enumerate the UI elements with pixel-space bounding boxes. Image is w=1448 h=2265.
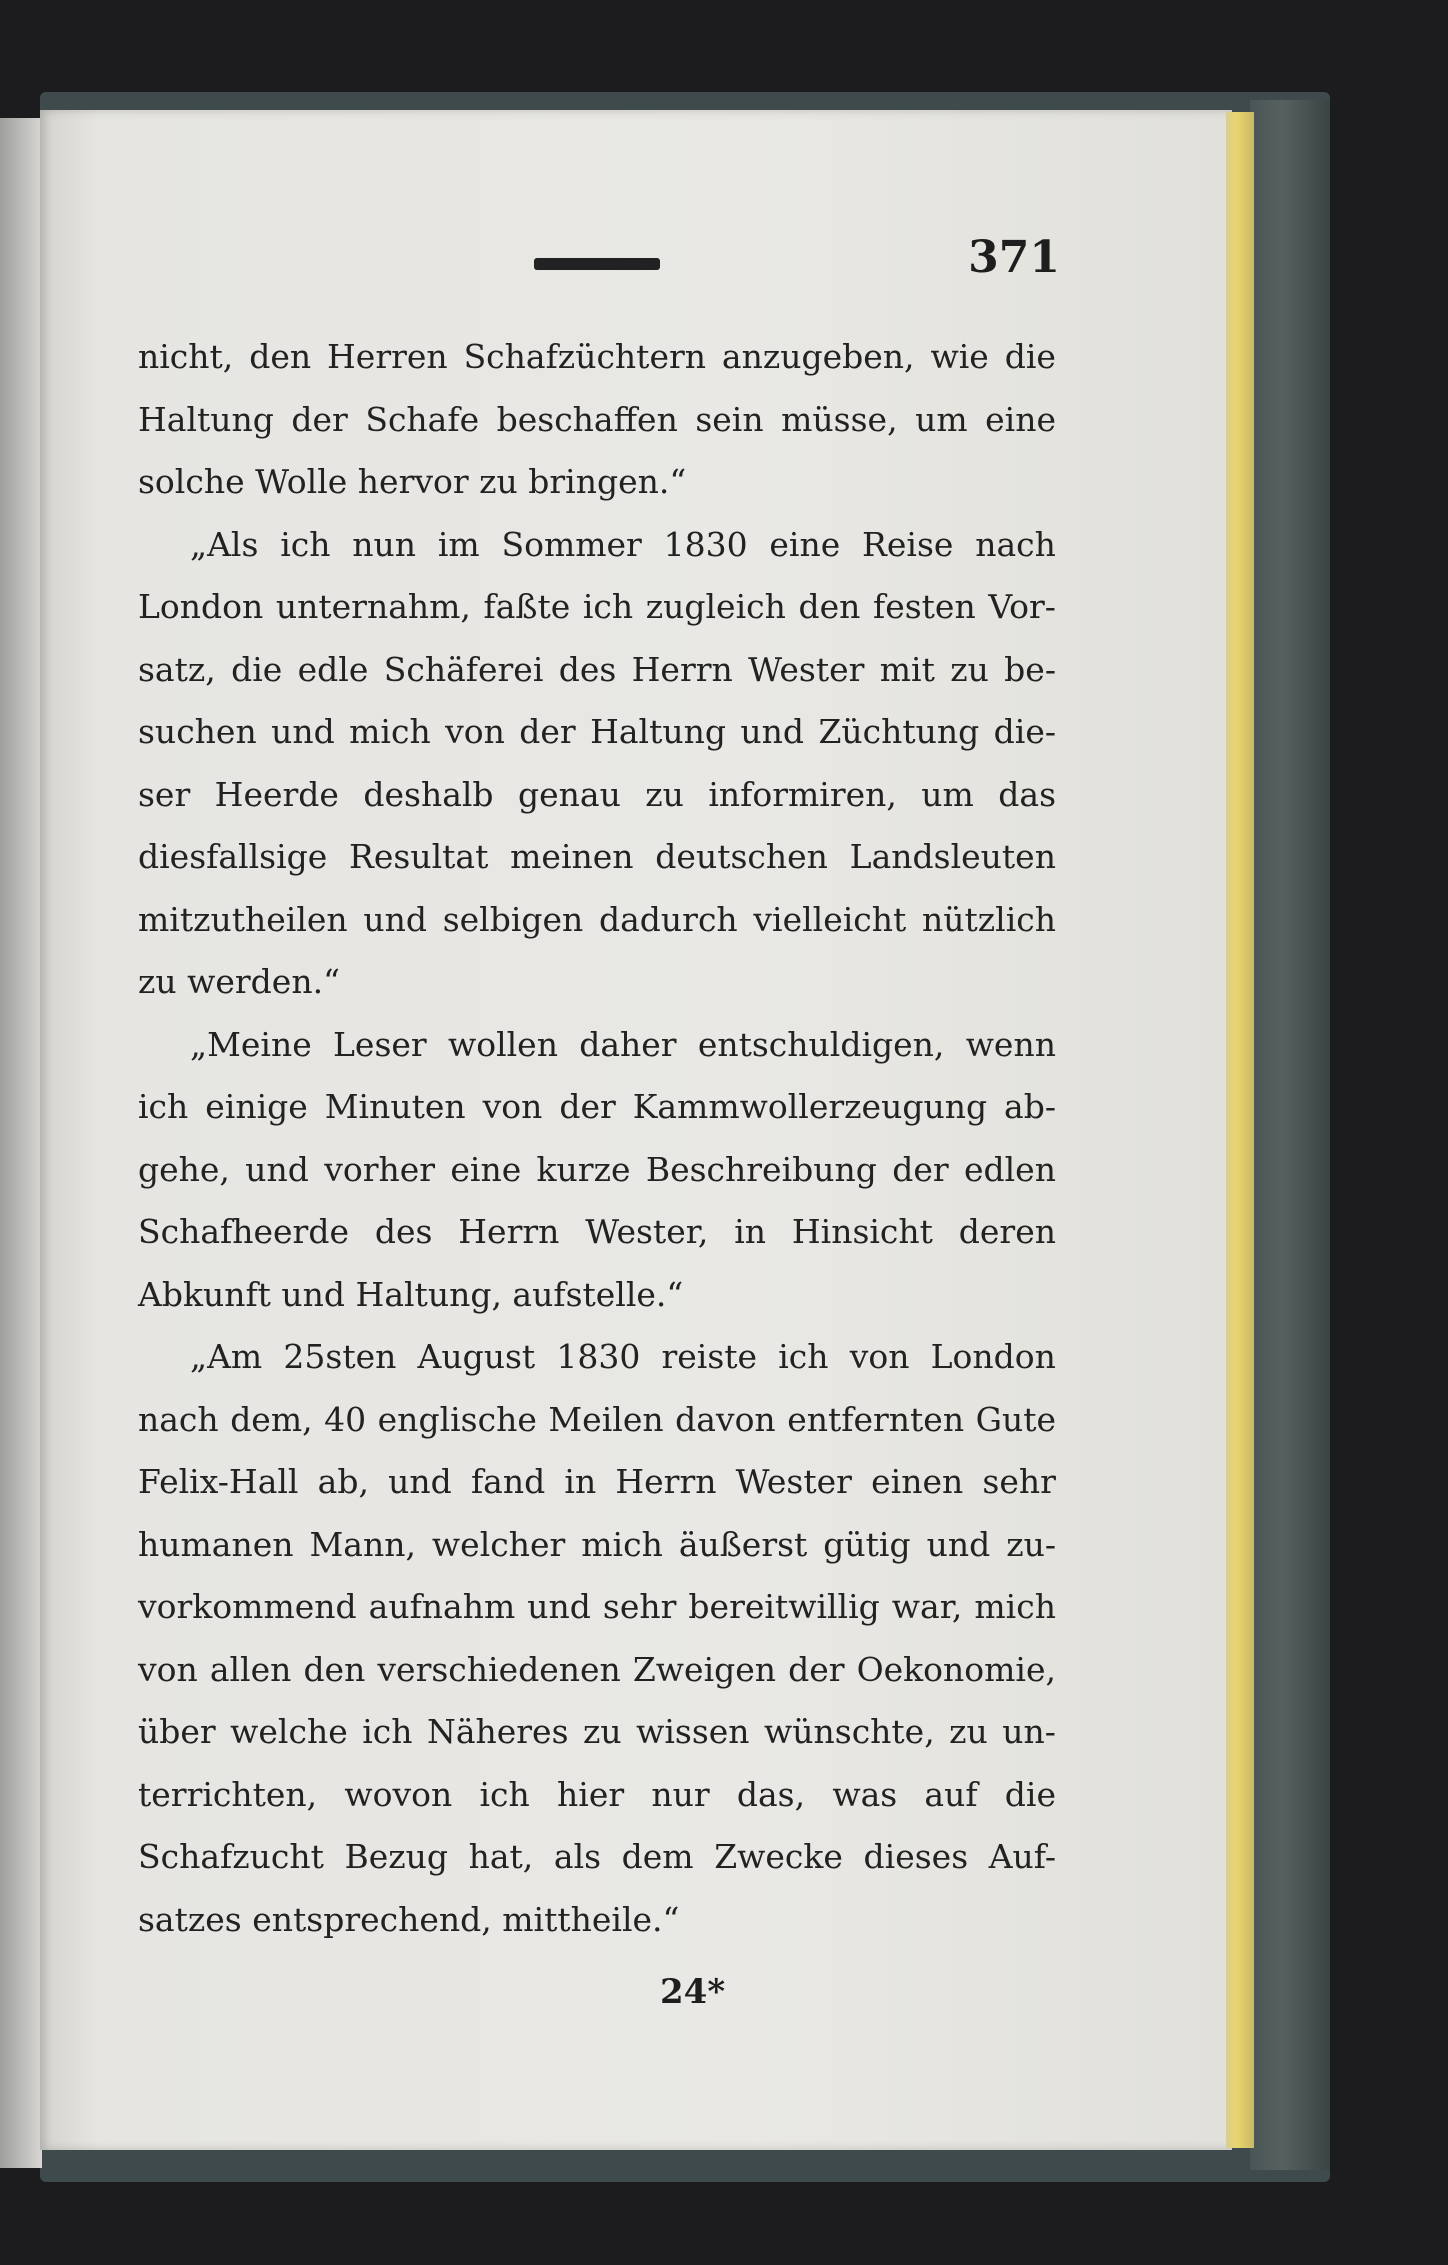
text-line: vorkommend aufnahm und sehr bereitwillig war, mich (138, 1587, 1056, 1626)
text-line: Schafzucht Bezug hat, als dem Zwecke dieses Auf- (138, 1837, 1056, 1876)
text-line: satzes entsprechend, mittheile.“ (138, 1899, 680, 1939)
header-rule (534, 258, 660, 270)
text-line: Schafheerde des Herrn Wester, in Hinsicht deren (138, 1212, 1056, 1251)
text-line: gehe, und vorher eine kurze Beschreibung der edlen (138, 1149, 1056, 1189)
cover-edge (1250, 100, 1330, 2170)
page-gilt-edge (1226, 112, 1254, 2148)
text-line: humanen Mann, welcher mich äußerst gütig und zu- (138, 1524, 1056, 1564)
text-line: von allen den verschiedenen Zweigen der Oekonomie, (138, 1649, 1056, 1689)
text-line: zu werden.“ (138, 962, 340, 1001)
printer-signature: 24* (660, 1972, 726, 2012)
text-line: Haltung der Schafe beschaffen sein müsse, um eine (138, 399, 1056, 439)
text-line: nicht, den Herren Schafzüchtern anzugeben, wie die (138, 337, 1056, 376)
text-line: solche Wolle hervor zu bringen.“ (138, 462, 687, 501)
page-number: 371 (968, 232, 1060, 283)
body-text (138, 326, 1056, 1951)
text-line: suchen und mich von der Haltung und Züchtung die- (138, 712, 1056, 751)
text-line: nach dem, 40 englische Meilen davon entfernten Gute (138, 1399, 1056, 1439)
text-line: terrichten, wovon ich hier nur das, was auf die (138, 1774, 1056, 1814)
text-line: diesfallsige Resultat meinen deutschen Landsleuten (138, 837, 1056, 876)
text-line: satz, die edle Schäferei des Herrn Wester mit zu be- (138, 649, 1056, 689)
text-line: ser Heerde deshalb genau zu informiren, um das (138, 774, 1056, 814)
text-line: über welche ich Näheres zu wissen wünschte, zu un- (138, 1712, 1056, 1751)
text-line: mitzutheilen und selbigen dadurch vielleicht nützlich (138, 899, 1056, 939)
text-line: „Meine Leser wollen daher entschuldigen, wenn (190, 1024, 1056, 1064)
text-line: London unternahm, faßte ich zugleich den festen Vor- (138, 587, 1056, 626)
text-line: Abkunft und Haltung, aufstelle.“ (138, 1274, 684, 1314)
text-line: „Als ich nun im Sommer 1830 eine Reise nach (190, 524, 1056, 564)
text-line: Felix-Hall ab, und fand in Herrn Wester einen sehr (138, 1462, 1056, 1501)
text-line: ich einige Minuten von der Kammwollerzeugung ab- (138, 1087, 1056, 1126)
text-line: „Am 25sten August 1830 reiste ich von London (190, 1337, 1056, 1376)
left-page-edge (0, 118, 42, 2168)
